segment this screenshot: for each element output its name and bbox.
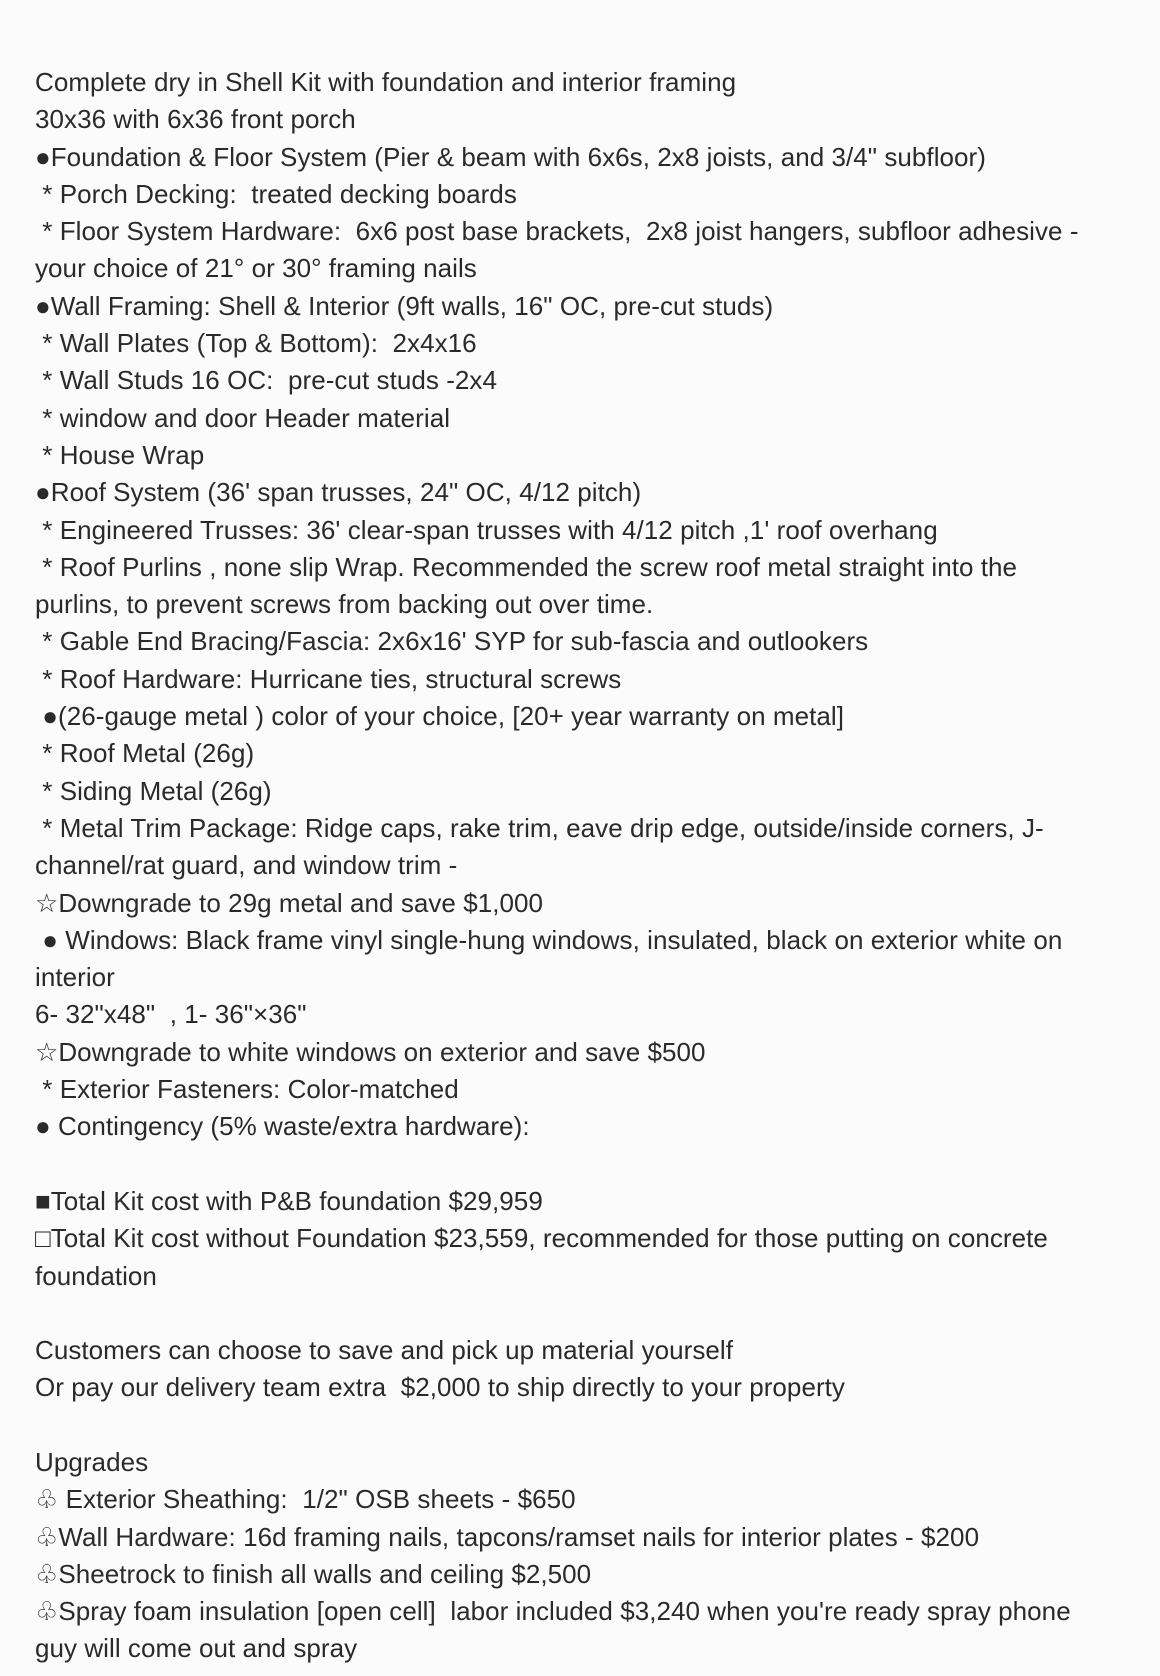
pickup-note: Customers can choose to save and pick up material yourself: [35, 1335, 734, 1366]
item-porch-decking: * Porch Decking: treated decking boards: [35, 178, 517, 209]
item-roof-metal: * Roof Metal (26g): [35, 738, 255, 769]
delivery-note: Or pay our delivery team extra $2,000 to ship directly to your property: [35, 1372, 845, 1403]
section-roof-system: ●Roof System (36' span trusses, 24" OC, 4/12 pitch): [35, 477, 642, 508]
item-trim-package: * Metal Trim Package: Ridge caps, rake trim, eave drip edge, outside/inside corners, J-: [35, 812, 1044, 843]
upgrade-spray-foam: ♧Spray foam insulation [open cell] labor included $3,240 when you're ready spray phone: [35, 1596, 1071, 1627]
section-contingency: ● Contingency (5% waste/extra hardware):: [35, 1111, 530, 1142]
upgrade-wall-hardware: ♧Wall Hardware: 16d framing nails, tapcons/ramset nails for interior plates - $200: [35, 1521, 980, 1552]
item-roof-hardware: * Roof Hardware: Hurricane ties, structural screws: [35, 663, 622, 694]
downgrade-windows: ☆Downgrade to white windows on exterior and save $500: [35, 1036, 706, 1067]
item-exterior-fasteners: * Exterior Fasteners: Color-matched: [35, 1074, 459, 1105]
item-gable-bracing: * Gable End Bracing/Fascia: 2x6x16' SYP for sub-fascia and outlookers: [35, 626, 869, 657]
total-without-foundation: □Total Kit cost without Foundation $23,559, recommended for those putting on concrete: [35, 1223, 1048, 1254]
item-wall-studs: * Wall Studs 16 OC: pre-cut studs -2x4: [35, 365, 497, 396]
item-trim-package-cont: channel/rat guard, and window trim -: [35, 850, 458, 881]
upgrade-sheetrock: ♧Sheetrock to finish all walls and ceiling $2,500: [35, 1558, 592, 1589]
section-windows: ● Windows: Black frame vinyl single-hung windows, insulated, black on exterior white on: [35, 924, 1063, 955]
item-trusses: * Engineered Trusses: 36' clear-span trusses with 4/12 pitch ,1' roof overhang: [35, 514, 938, 545]
section-wall-framing: ●Wall Framing: Shell & Interior (9ft walls, 16" OC, pre-cut studs): [35, 290, 774, 321]
spacer: [35, 1407, 1135, 1444]
section-metal: ●(26-gauge metal ) color of your choice, [20+ year warranty on metal]: [35, 701, 844, 732]
kit-title: Complete dry in Shell Kit with foundation and interior framing: [35, 67, 737, 97]
total-with-foundation: ■Total Kit cost with P&B foundation $29,959: [35, 1185, 543, 1216]
section-foundation: ●Foundation & Floor System (Pier & beam with 6x6s, 2x8 joists, and 3/4" subfloor): [35, 141, 986, 172]
item-floor-hardware: * Floor System Hardware: 6x6 post base brackets, 2x8 joist hangers, subfloor adhesive -: [35, 216, 1079, 247]
item-siding-metal: * Siding Metal (26g): [35, 775, 272, 806]
section-windows-cont: interior: [35, 962, 115, 993]
upgrade-sheathing: ♧ Exterior Sheathing: 1/2" OSB sheets - $650: [35, 1484, 576, 1515]
spacer: [35, 1146, 1135, 1183]
item-house-wrap: * House Wrap: [35, 439, 205, 470]
item-floor-hardware-cont: your choice of 21° or 30° framing nails: [35, 253, 477, 284]
downgrade-metal: ☆Downgrade to 29g metal and save $1,000: [35, 887, 544, 918]
item-roof-purlins: * Roof Purlins , none slip Wrap. Recommended the screw roof metal straight into the: [35, 551, 1018, 582]
total-without-foundation-cont: foundation: [35, 1260, 157, 1291]
upgrade-spray-foam-cont: guy will come out and spray: [35, 1633, 358, 1664]
upgrades-heading: Upgrades: [35, 1446, 149, 1477]
windows-sizes: 6- 32"x48" , 1- 36"×36": [35, 999, 307, 1030]
item-header-material: * window and door Header material: [35, 402, 451, 433]
document-body: [35, 64, 1135, 1668]
kit-dimensions: 30x36 with 6x36 front porch: [35, 104, 356, 135]
item-roof-purlins-cont: purlins, to prevent screws from backing out over time.: [35, 589, 654, 620]
spacer: [35, 1295, 1135, 1332]
item-wall-plates: * Wall Plates (Top & Bottom): 2x4x16: [35, 328, 477, 359]
